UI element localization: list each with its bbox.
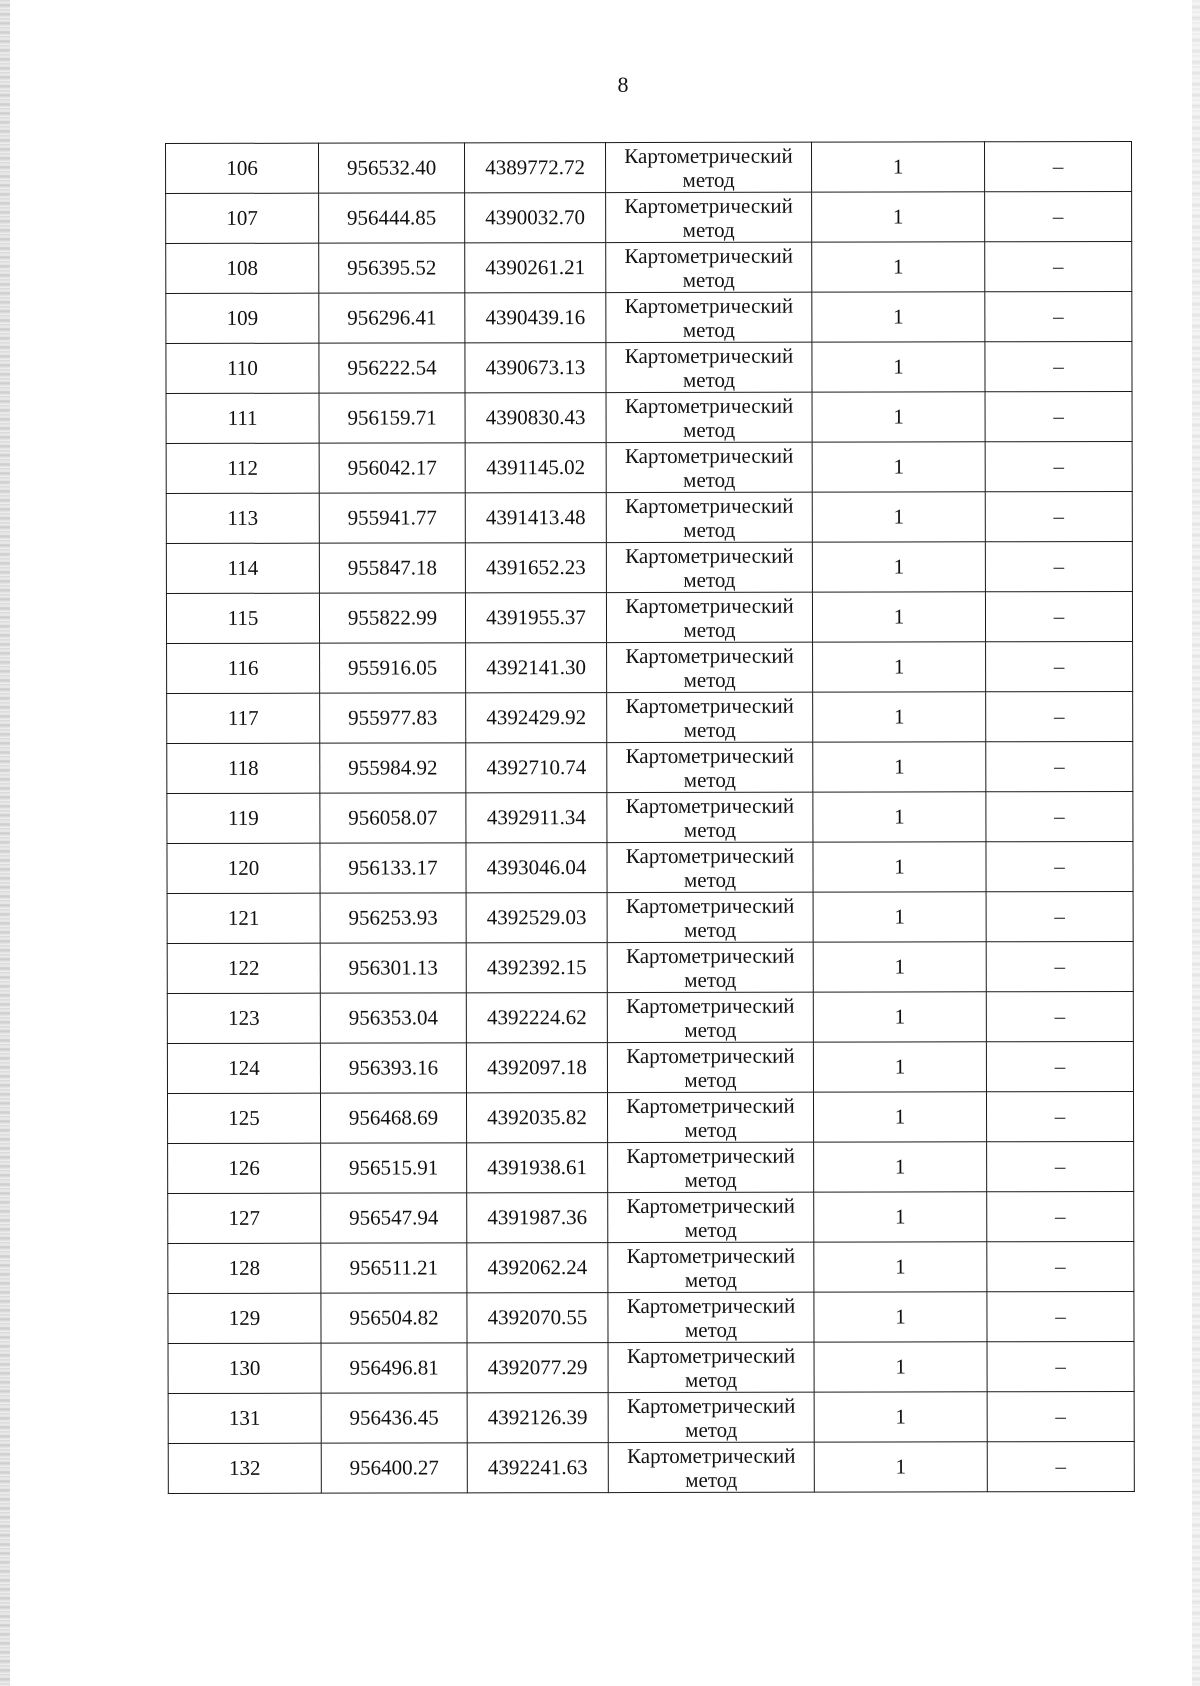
- method-cell: [607, 1092, 813, 1142]
- table-row: [168, 1341, 1134, 1393]
- accuracy-cell: 1: [813, 992, 986, 1042]
- method-line-2: метод: [683, 417, 736, 442]
- method-line-2: метод: [682, 267, 735, 292]
- description-cell: –: [985, 441, 1132, 491]
- y-coordinate-cell: 4392392.15: [466, 943, 607, 993]
- method-line-1: Картометрический: [624, 443, 794, 468]
- description-cell: –: [985, 491, 1132, 541]
- point-number-cell: 112: [166, 443, 319, 493]
- description-cell: –: [985, 341, 1132, 391]
- method-line-2: метод: [685, 1367, 738, 1392]
- method-line-2: метод: [684, 967, 737, 992]
- x-coordinate-cell: 956222.54: [319, 343, 465, 393]
- point-number-cell: 123: [167, 993, 320, 1043]
- x-coordinate-cell: 955984.92: [320, 743, 466, 793]
- method-cell: [607, 792, 813, 842]
- accuracy-cell: 1: [812, 492, 985, 542]
- scan-edge-left: [0, 0, 10, 1686]
- description-cell: –: [985, 291, 1132, 341]
- y-coordinate-cell: 4392097.18: [466, 1043, 607, 1093]
- x-coordinate-cell: 956444.85: [319, 193, 465, 243]
- accuracy-cell: 1: [813, 642, 986, 692]
- method-line-2: метод: [683, 767, 736, 792]
- y-coordinate-cell: 4391987.36: [467, 1193, 608, 1243]
- method-line-2: метод: [685, 1467, 738, 1492]
- accuracy-cell: 1: [814, 1442, 987, 1492]
- method-line-2: метод: [682, 167, 735, 192]
- method-line-1: Картометрический: [624, 193, 793, 218]
- method-line-2: метод: [683, 517, 736, 542]
- method-cell: [607, 942, 813, 992]
- method-cell: [606, 142, 812, 192]
- x-coordinate-cell: 956058.07: [320, 793, 466, 843]
- table-row: [166, 391, 1132, 443]
- table-row: [167, 841, 1133, 893]
- y-coordinate-cell: 4392710.74: [466, 743, 607, 793]
- method-line-1: Картометрический: [626, 1093, 795, 1118]
- x-coordinate-cell: 956253.93: [320, 893, 466, 943]
- y-coordinate-cell: 4392429.92: [466, 693, 607, 743]
- y-coordinate-cell: 4392529.03: [466, 893, 607, 943]
- method-line-1: Картометрический: [625, 793, 795, 818]
- method-cell: [606, 192, 812, 242]
- point-number-cell: 117: [167, 693, 320, 743]
- y-coordinate-cell: 4392077.29: [467, 1343, 608, 1393]
- method-cell: [606, 492, 812, 542]
- description-cell: –: [987, 1141, 1134, 1191]
- point-number-cell: 129: [168, 1293, 321, 1343]
- table-row: [168, 1391, 1134, 1443]
- method-cell: [608, 1242, 814, 1292]
- accuracy-cell: 1: [812, 442, 985, 492]
- table-row: [167, 741, 1133, 793]
- method-line-1: Картометрический: [626, 1193, 795, 1218]
- point-number-cell: 122: [167, 943, 320, 993]
- description-cell: –: [986, 1041, 1133, 1091]
- point-number-cell: 130: [168, 1343, 321, 1393]
- x-coordinate-cell: 956400.27: [321, 1443, 467, 1493]
- method-line-2: метод: [683, 867, 737, 892]
- accuracy-cell: 1: [811, 142, 984, 192]
- method-line-1: Картометрический: [625, 843, 795, 868]
- point-number-cell: 111: [166, 393, 319, 443]
- method-line-2: метод: [682, 217, 735, 242]
- method-cell: [608, 1192, 814, 1242]
- method-cell: [608, 1392, 814, 1442]
- description-cell: –: [987, 1441, 1134, 1491]
- method-line-2: метод: [684, 1067, 737, 1092]
- accuracy-cell: 1: [813, 692, 986, 742]
- method-cell: [607, 842, 813, 892]
- method-line-1: Картометрический: [626, 1443, 796, 1468]
- point-number-cell: 115: [166, 593, 319, 643]
- accuracy-cell: 1: [812, 292, 985, 342]
- description-cell: –: [985, 591, 1132, 641]
- point-number-cell: 126: [168, 1143, 321, 1193]
- x-coordinate-cell: 956042.17: [319, 443, 465, 493]
- table-row: [166, 291, 1132, 343]
- x-coordinate-cell: 956353.04: [320, 993, 466, 1043]
- method-line-1: Картометрический: [624, 293, 794, 318]
- method-cell: [608, 1342, 814, 1392]
- x-coordinate-cell: 956504.82: [321, 1293, 467, 1343]
- description-cell: –: [986, 891, 1133, 941]
- y-coordinate-cell: 4392070.55: [467, 1293, 608, 1343]
- table-row: [168, 1241, 1134, 1293]
- table-row: [166, 441, 1132, 493]
- method-line-2: метод: [683, 717, 736, 742]
- table-row: [166, 341, 1132, 393]
- x-coordinate-cell: 956515.91: [321, 1143, 467, 1193]
- accuracy-cell: 1: [814, 1192, 987, 1242]
- method-line-2: метод: [684, 1267, 737, 1292]
- method-cell: [608, 1292, 814, 1342]
- description-cell: –: [986, 1091, 1133, 1141]
- accuracy-cell: 1: [813, 892, 986, 942]
- x-coordinate-cell: 956532.40: [319, 143, 465, 193]
- y-coordinate-cell: 4391652.23: [465, 543, 606, 593]
- description-cell: –: [984, 141, 1131, 191]
- y-coordinate-cell: 4390673.13: [465, 343, 606, 393]
- point-number-cell: 107: [166, 193, 319, 243]
- method-cell: [606, 292, 812, 342]
- accuracy-cell: 1: [812, 242, 985, 292]
- method-line-2: метод: [684, 1317, 738, 1342]
- y-coordinate-cell: 4392911.34: [466, 793, 607, 843]
- accuracy-cell: 1: [813, 842, 986, 892]
- method-line-1: Картометрический: [624, 343, 794, 368]
- coordinates-table: [165, 141, 1135, 1494]
- y-coordinate-cell: 4392224.62: [466, 993, 607, 1043]
- x-coordinate-cell: 956393.16: [320, 1043, 466, 1093]
- point-number-cell: 128: [168, 1243, 321, 1293]
- method-line-1: Картометрический: [625, 743, 795, 768]
- accuracy-cell: 1: [814, 1242, 987, 1292]
- y-coordinate-cell: 4393046.04: [466, 843, 607, 893]
- y-coordinate-cell: 4391938.61: [467, 1143, 608, 1193]
- method-line-2: метод: [684, 1217, 737, 1242]
- table-row: [168, 1141, 1134, 1193]
- method-cell: [607, 992, 813, 1042]
- y-coordinate-cell: 4391413.48: [465, 493, 606, 543]
- method-cell: [608, 1142, 814, 1192]
- accuracy-cell: 1: [814, 1392, 987, 1442]
- description-cell: –: [986, 641, 1133, 691]
- table-row: [167, 1091, 1133, 1143]
- description-cell: –: [987, 1241, 1134, 1291]
- y-coordinate-cell: 4391955.37: [465, 593, 606, 643]
- table-row: [166, 491, 1132, 543]
- method-line-2: метод: [683, 667, 736, 692]
- method-line-1: Картометрический: [625, 893, 795, 918]
- method-line-2: метод: [684, 1167, 737, 1192]
- point-number-cell: 114: [166, 543, 319, 593]
- x-coordinate-cell: 956547.94: [321, 1193, 467, 1243]
- accuracy-cell: 1: [812, 592, 985, 642]
- accuracy-cell: 1: [814, 1142, 987, 1192]
- method-line-2: метод: [685, 1417, 738, 1442]
- accuracy-cell: 1: [813, 742, 986, 792]
- method-line-1: Картометрический: [625, 593, 794, 618]
- table-row: [166, 241, 1132, 293]
- method-line-2: метод: [682, 367, 736, 392]
- table-row: [167, 641, 1133, 693]
- point-number-cell: 119: [167, 793, 320, 843]
- method-line-2: метод: [684, 917, 737, 942]
- method-line-2: метод: [684, 1117, 737, 1142]
- x-coordinate-cell: 955977.83: [320, 693, 466, 743]
- scan-edge-right: [1192, 0, 1200, 1686]
- description-cell: –: [986, 841, 1133, 891]
- y-coordinate-cell: 4390439.16: [465, 293, 606, 343]
- method-cell: [606, 442, 812, 492]
- method-cell: [607, 892, 813, 942]
- point-number-cell: 116: [167, 643, 320, 693]
- description-cell: –: [985, 391, 1132, 441]
- accuracy-cell: 1: [813, 1092, 986, 1142]
- point-number-cell: 109: [166, 293, 319, 343]
- description-cell: –: [985, 191, 1132, 241]
- y-coordinate-cell: 4389772.72: [465, 143, 606, 193]
- description-cell: –: [986, 991, 1133, 1041]
- method-line-1: Картометрический: [625, 493, 794, 518]
- x-coordinate-cell: 955822.99: [319, 593, 465, 643]
- method-cell: [606, 242, 812, 292]
- table-row: [167, 1041, 1133, 1093]
- description-cell: –: [987, 1391, 1134, 1441]
- y-coordinate-cell: 4390261.21: [465, 243, 606, 293]
- method-line-1: Картометрический: [625, 943, 795, 968]
- method-line-2: метод: [683, 817, 737, 842]
- point-number-cell: 120: [167, 843, 320, 893]
- method-cell: [606, 392, 812, 442]
- description-cell: –: [985, 241, 1132, 291]
- accuracy-cell: 1: [812, 192, 985, 242]
- method-line-2: метод: [682, 317, 735, 342]
- x-coordinate-cell: 956436.45: [321, 1393, 467, 1443]
- description-cell: –: [986, 941, 1133, 991]
- x-coordinate-cell: 956301.13: [320, 943, 466, 993]
- point-number-cell: 131: [168, 1393, 321, 1443]
- method-line-1: Картометрический: [625, 643, 794, 668]
- x-coordinate-cell: 956296.41: [319, 293, 465, 343]
- point-number-cell: 108: [166, 243, 319, 293]
- y-coordinate-cell: 4392126.39: [467, 1393, 608, 1443]
- x-coordinate-cell: 956395.52: [319, 243, 465, 293]
- method-line-1: Картометрический: [626, 1043, 795, 1068]
- accuracy-cell: 1: [814, 1292, 987, 1342]
- table-row: [168, 1291, 1134, 1343]
- method-line-1: Картометрический: [626, 1343, 796, 1368]
- method-line-1: Картометрический: [624, 393, 794, 418]
- description-cell: –: [987, 1191, 1134, 1241]
- description-cell: –: [986, 791, 1133, 841]
- description-cell: –: [987, 1341, 1134, 1391]
- accuracy-cell: 1: [812, 392, 985, 442]
- table-row: [167, 891, 1133, 943]
- method-line-2: метод: [683, 617, 736, 642]
- y-coordinate-cell: 4390830.43: [465, 393, 606, 443]
- table-row: [166, 541, 1132, 593]
- point-number-cell: 127: [168, 1193, 321, 1243]
- y-coordinate-cell: 4392035.82: [466, 1093, 607, 1143]
- table-row: [167, 991, 1133, 1043]
- point-number-cell: 106: [166, 143, 319, 193]
- x-coordinate-cell: 955847.18: [319, 543, 465, 593]
- method-line-1: Картометрический: [624, 243, 793, 268]
- page-number: 8: [617, 72, 629, 97]
- x-coordinate-cell: 955916.05: [320, 643, 466, 693]
- method-line-1: Картометрический: [625, 693, 794, 718]
- table-row: [167, 791, 1133, 843]
- method-cell: [608, 1442, 814, 1492]
- table-row: [168, 1441, 1134, 1493]
- table-row: [166, 591, 1132, 643]
- method-line-1: Картометрический: [626, 993, 795, 1018]
- accuracy-cell: 1: [813, 942, 986, 992]
- point-number-cell: 110: [166, 343, 319, 393]
- point-number-cell: 125: [167, 1093, 320, 1143]
- method-cell: [606, 542, 812, 592]
- x-coordinate-cell: 956159.71: [319, 393, 465, 443]
- table-row: [167, 691, 1133, 743]
- table-row: [168, 1191, 1134, 1243]
- description-cell: –: [985, 541, 1132, 591]
- method-cell: [606, 592, 812, 642]
- y-coordinate-cell: 4392241.63: [467, 1443, 608, 1493]
- method-cell: [606, 342, 812, 392]
- table-body: [166, 141, 1135, 1493]
- accuracy-cell: 1: [814, 1342, 987, 1392]
- accuracy-cell: 1: [812, 542, 985, 592]
- method-line-2: метод: [684, 1017, 737, 1042]
- x-coordinate-cell: 956496.81: [321, 1343, 467, 1393]
- method-line-2: метод: [683, 567, 736, 592]
- y-coordinate-cell: 4390032.70: [465, 193, 606, 243]
- method-cell: [607, 692, 813, 742]
- method-line-1: Картометрический: [626, 1393, 796, 1418]
- point-number-cell: 121: [167, 893, 320, 943]
- point-number-cell: 118: [167, 743, 320, 793]
- description-cell: –: [986, 741, 1133, 791]
- x-coordinate-cell: 956511.21: [321, 1243, 467, 1293]
- x-coordinate-cell: 956468.69: [320, 1093, 466, 1143]
- table-row: [166, 141, 1132, 193]
- method-line-1: Картометрический: [626, 1143, 795, 1168]
- point-number-cell: 132: [168, 1443, 321, 1493]
- method-line-1: Картометрический: [624, 143, 793, 168]
- method-line-1: Картометрический: [626, 1293, 796, 1318]
- y-coordinate-cell: 4392141.30: [466, 643, 607, 693]
- point-number-cell: 113: [166, 493, 319, 543]
- method-cell: [607, 1042, 813, 1092]
- accuracy-cell: 1: [813, 792, 986, 842]
- table-row: [166, 191, 1132, 243]
- description-cell: –: [986, 691, 1133, 741]
- x-coordinate-cell: 955941.77: [319, 493, 465, 543]
- method-line-2: метод: [683, 467, 736, 492]
- description-cell: –: [987, 1291, 1134, 1341]
- accuracy-cell: 1: [813, 1042, 986, 1092]
- point-number-cell: 124: [167, 1043, 320, 1093]
- accuracy-cell: 1: [812, 342, 985, 392]
- method-cell: [607, 642, 813, 692]
- y-coordinate-cell: 4391145.02: [465, 443, 606, 493]
- method-cell: [607, 742, 813, 792]
- table-row: [167, 941, 1133, 993]
- x-coordinate-cell: 956133.17: [320, 843, 466, 893]
- y-coordinate-cell: 4392062.24: [467, 1243, 608, 1293]
- method-line-1: Картометрический: [626, 1243, 796, 1268]
- method-line-1: Картометрический: [625, 543, 794, 568]
